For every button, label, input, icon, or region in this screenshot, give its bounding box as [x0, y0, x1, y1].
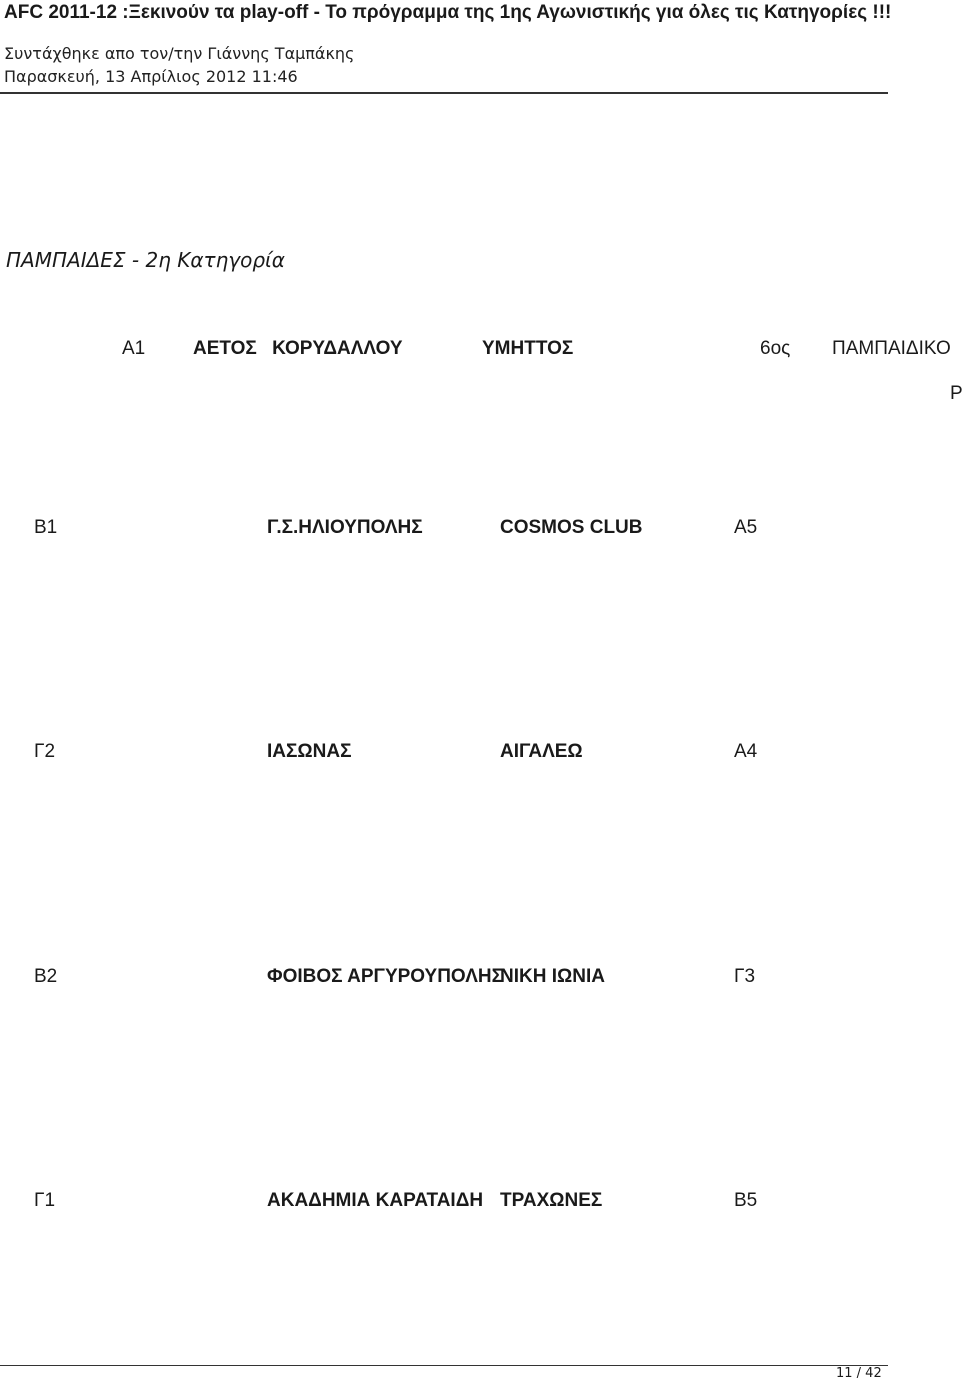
home-team: ΦΟΙΒΟΣ ΑΡΓΥΡΟΥΠΟΛΗΣ	[267, 966, 503, 987]
document-title: AFC 2011-12 :Ξεκινούν τα play-off - Το πρόγραμμα της 1ης Αγωνιστικής για όλες τις Κατηγορίες !!!	[4, 2, 892, 23]
group-code: Β2	[34, 966, 58, 987]
group-code: Γ1	[34, 1190, 56, 1211]
group-code: Α1	[122, 338, 146, 359]
away-team: ΝΙΚΗ ΙΩΝΙΑ	[500, 966, 605, 987]
section-title: ΠΑΜΠΑΙΔΕΣ - 2η Κατηγορία	[6, 248, 285, 272]
date-line: Παρασκευή, 13 Απρίλιος 2012 11:46	[4, 67, 298, 86]
away-team: ΑΙΓΑΛΕΩ	[500, 741, 583, 762]
header-divider	[0, 92, 888, 94]
page-number: 11 / 42	[836, 1366, 882, 1381]
venue: ΠΑΜΠΑΙΔΙΚΟ	[832, 338, 951, 359]
away-team: ΥΜΗΤΤΟΣ	[482, 338, 574, 359]
group-place: Α4	[734, 741, 758, 762]
group-place: Β5	[734, 1190, 758, 1211]
home-team: ΑΚΑΔΗΜΙΑ ΚΑΡΑΤΑΙΔΗ	[267, 1190, 484, 1211]
group-code: Γ2	[34, 741, 56, 762]
home-team: Γ.Σ.ΗΛΙΟΥΠΟΛΗΣ	[267, 517, 423, 538]
group-code: Β1	[34, 517, 58, 538]
group-place: Γ3	[734, 966, 756, 987]
group-place: 6ος	[760, 338, 791, 359]
venue-continuation: P	[950, 383, 963, 404]
home-team: ΑΕΤΟΣ ΚΟΡΥΔΑΛΛΟΥ	[193, 338, 403, 359]
footer-divider	[0, 1365, 888, 1366]
author-line: Συντάχθηκε απο τον/την Γιάννης Ταμπάκης	[4, 44, 355, 63]
group-place: Α5	[734, 517, 758, 538]
home-team: ΙΑΣΩΝΑΣ	[267, 741, 352, 762]
away-team: ΤΡΑΧΩΝΕΣ	[500, 1190, 603, 1211]
away-team: COSMOS CLUB	[500, 517, 643, 538]
